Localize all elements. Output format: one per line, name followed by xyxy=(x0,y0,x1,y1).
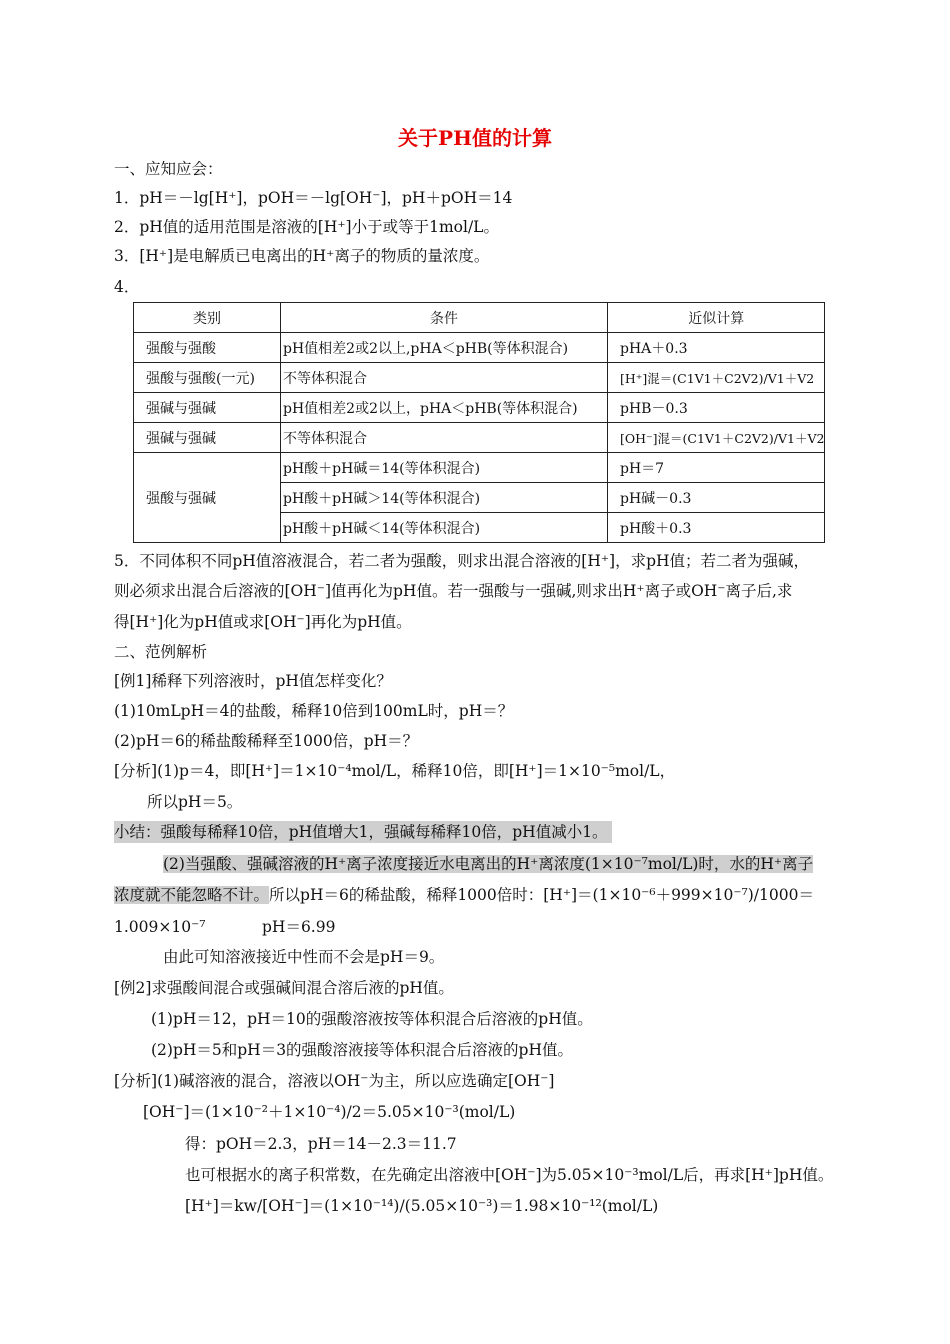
cell-type: 强酸与强酸 xyxy=(134,333,281,363)
table-header-row xyxy=(134,303,825,333)
example-1-result-ph: pH＝6.99 xyxy=(262,918,336,936)
example-2-analysis-5: [H⁺]＝kw/[OH⁻]＝(1×10⁻¹⁴)/(5.05×10⁻³)＝1.98×10⁻¹²(mol/L) xyxy=(185,1197,659,1215)
example-2-analysis-4: 也可根据水的离子积常数，在先确定出溶液中[OH⁻]为5.05×10⁻³mol/L后，再求[H⁺]pH值。 xyxy=(185,1166,834,1184)
cell-condition: pH值相差2或2以上,pHA＜pHB(等体积混合) xyxy=(281,333,608,363)
analysis-text: 所以pH＝6的稀盐酸，稀释1000倍时：[H⁺]＝(1×10⁻⁶＋999×10⁻⁷)/1000＝ xyxy=(269,886,814,904)
cell-calc: pHB－0.3 xyxy=(608,393,825,423)
cell-type: 强碱与强碱 xyxy=(134,423,281,453)
table-row xyxy=(134,393,825,423)
example-2-question: [例2]求强酸间混合或强碱间混合溶后液的pH值。 xyxy=(114,979,454,997)
example-1-part-2: (2)pH＝6的稀盐酸稀释至1000倍，pH＝？ xyxy=(114,732,419,750)
cell-calc: [OH⁻]混＝(C1V1＋C2V2)/V1＋V2 xyxy=(608,423,825,453)
section-heading-1: 一、应知应会： xyxy=(114,160,223,178)
highlighted-text: (2)当强酸、强碱溶液的H⁺离子浓度接近水电离出的H⁺离浓度(1×10⁻⁷mol/L)时，水的H⁺离子 xyxy=(163,855,814,873)
summary-highlight: 小结：强酸每稀释10倍，pH值增大1，强碱每稀释10倍，pH值减小1。 xyxy=(114,821,612,843)
example-1-analysis-3 xyxy=(163,853,813,875)
example-2-part-1: (1)pH＝12，pH＝10的强酸溶液按等体积混合后溶液的pH值。 xyxy=(151,1010,593,1028)
example-1-question: [例1]稀释下列溶液时，pH值怎样变化？ xyxy=(114,672,392,690)
cell-type: 强酸与强酸(一元) xyxy=(134,363,281,393)
cell-calc: pH酸＋0.3 xyxy=(608,513,825,543)
cell-condition: pH酸＋pH碱＞14(等体积混合) xyxy=(281,483,608,513)
cell-calc: pHA＋0.3 xyxy=(608,333,825,363)
item-3: 3．[H⁺]是电解质已电离出的H⁺离子的物质的量浓度。 xyxy=(114,247,490,265)
cell-type: 强碱与强碱 xyxy=(134,393,281,423)
example-1-conclusion: 由此可知溶液接近中性而不会是pH＝9。 xyxy=(163,948,445,966)
paragraph-5-line-3: 得[H⁺]化为pH值或求[OH⁻]再化为pH值。 xyxy=(114,613,412,631)
example-1-analysis-4 xyxy=(114,884,814,906)
table-row xyxy=(134,363,825,393)
example-1-analysis-2: 所以pH＝5。 xyxy=(147,793,243,811)
example-2-analysis-1: [分析](1)碱溶液的混合，溶液以OH⁻为主，所以应选确定[OH⁻] xyxy=(114,1072,555,1090)
cell-calc: pH＝7 xyxy=(608,453,825,483)
table-row xyxy=(134,453,825,483)
example-1-part-1: (1)10mLpH＝4的盐酸，稀释10倍到100mL时，pH＝？ xyxy=(114,702,514,720)
cell-type-merged: 强酸与强碱 xyxy=(134,453,281,543)
example-2-analysis-2: [OH⁻]＝(1×10⁻²＋1×10⁻⁴)/2＝5.05×10⁻³(mol/L) xyxy=(143,1103,516,1121)
paragraph-5-line-1: 5．不同体积不同pH值溶液混合，若二者为强酸，则求出混合溶液的[H⁺]，求pH值；若二者为强碱， xyxy=(114,552,810,570)
cell-calc: [H⁺]混＝(C1V1＋C2V2)/V1＋V2 xyxy=(608,363,825,393)
table-row xyxy=(134,423,825,453)
cell-condition: pH酸＋pH碱＜14(等体积混合) xyxy=(281,513,608,543)
example-1-analysis-1: [分析](1)p＝4，即[H⁺]＝1×10⁻⁴mol/L，稀释10倍，即[H⁺]＝1×10⁻⁵mol/L， xyxy=(114,762,676,780)
highlighted-text: 浓度就不能忽略不计。 xyxy=(114,886,270,904)
cell-condition: 不等体积混合 xyxy=(281,423,608,453)
header-calc: 近似计算 xyxy=(608,303,825,333)
item-1: 1．pH＝－lg[H⁺]，pOH＝－lg[OH⁻]，pH＋pOH＝14 xyxy=(114,189,513,207)
cell-condition: pH值相差2或2以上，pHA＜pHB(等体积混合) xyxy=(281,393,608,423)
section-heading-2: 二、范例解析 xyxy=(114,643,208,661)
cell-calc: pH碱－0.3 xyxy=(608,483,825,513)
header-type: 类别 xyxy=(134,303,281,333)
table-row xyxy=(134,333,825,363)
cell-condition: 不等体积混合 xyxy=(281,363,608,393)
page-title: 关于PH值的计算 xyxy=(398,126,552,150)
example-2-part-2: (2)pH＝5和pH＝3的强酸溶液接等体积混合后溶液的pH值。 xyxy=(151,1041,573,1059)
item-2: 2．pH值的适用范围是溶液的[H⁺]小于或等于1mol/L。 xyxy=(114,218,499,236)
cell-condition: pH酸＋pH碱＝14(等体积混合) xyxy=(281,453,608,483)
example-2-analysis-3: 得：pOH＝2.3，pH＝14－2.3＝11.7 xyxy=(185,1135,457,1153)
example-1-result-value: 1.009×10⁻⁷ xyxy=(114,918,206,936)
paragraph-5-line-2: 则必须求出混合后溶液的[OH⁻]值再化为pH值。若一强酸与一强碱,则求出H⁺离子或OH⁻离子后,求 xyxy=(114,582,793,600)
mixing-table xyxy=(133,302,825,543)
header-condition: 条件 xyxy=(281,303,608,333)
item-4: 4． xyxy=(114,278,140,296)
